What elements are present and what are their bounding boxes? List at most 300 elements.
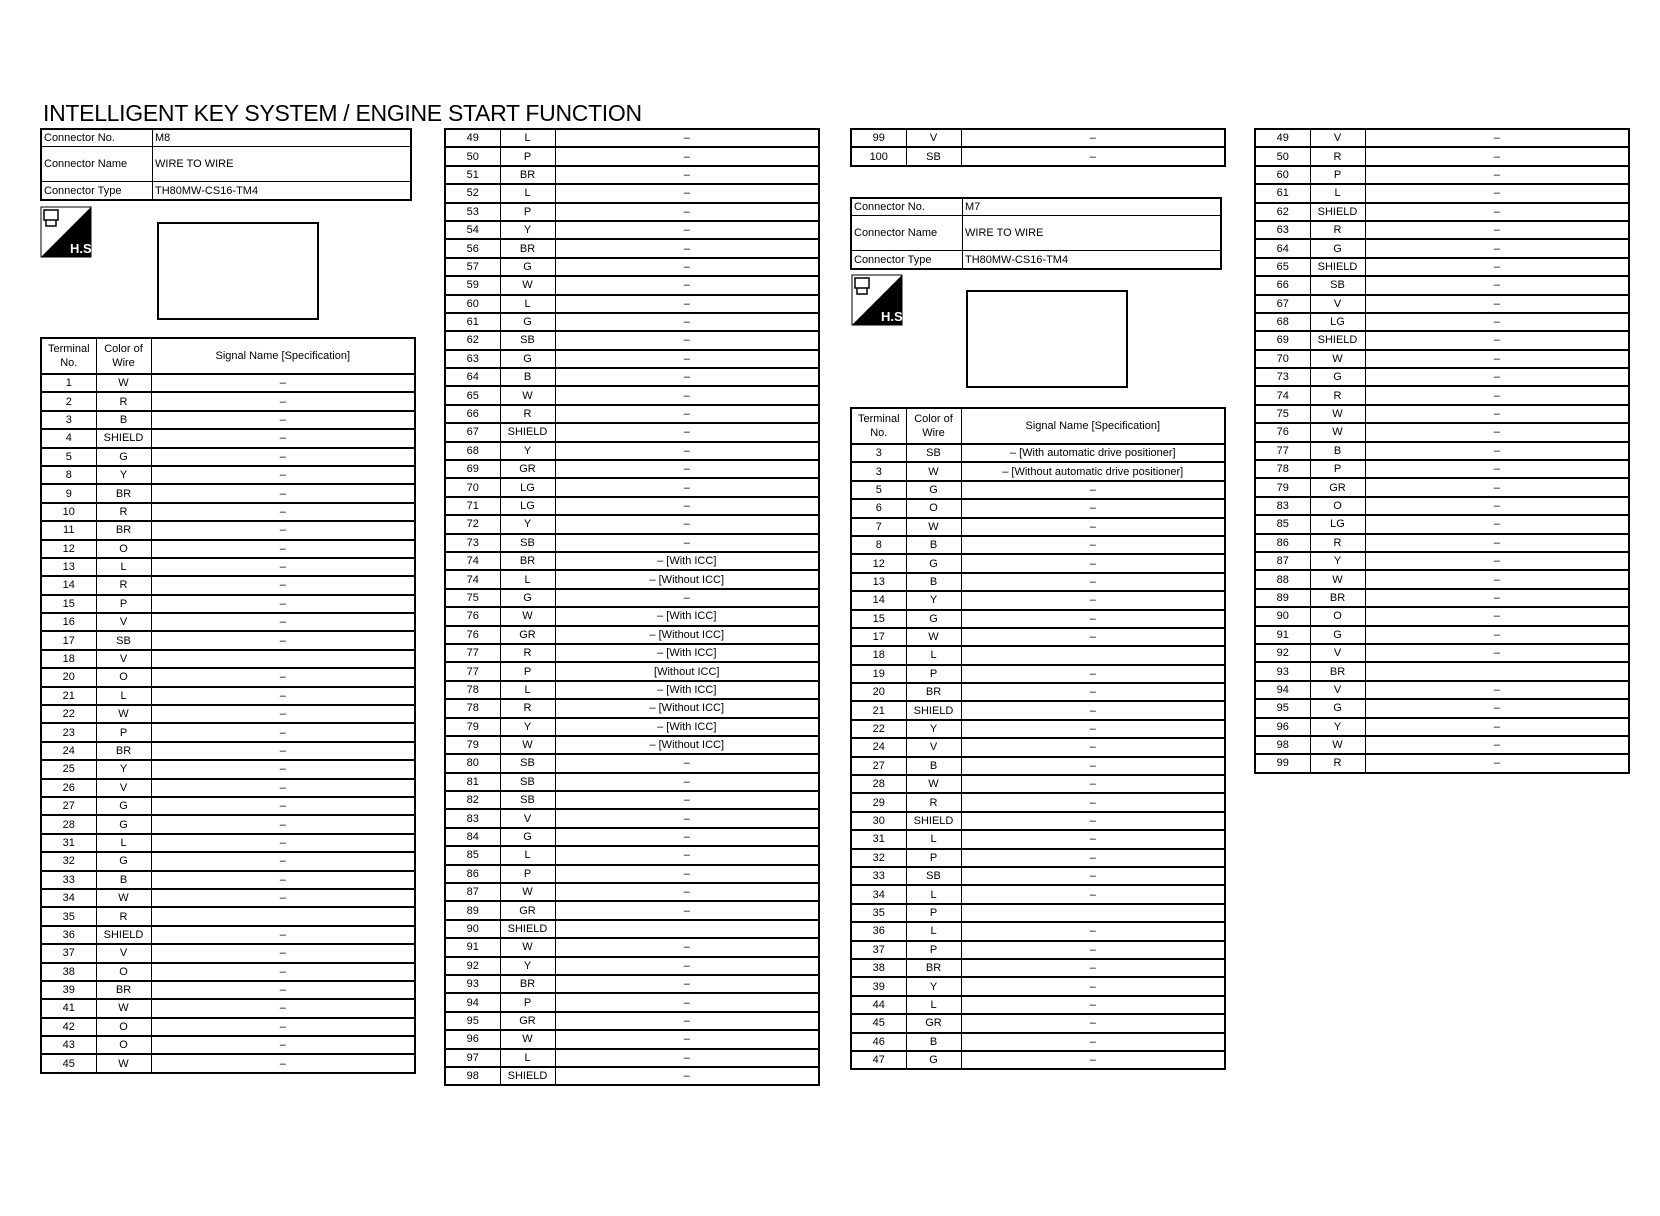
color-cell: G xyxy=(906,554,961,572)
color-cell: W xyxy=(906,462,961,480)
color-cell: O xyxy=(1310,607,1365,625)
signal-cell: – xyxy=(1365,681,1629,699)
table-row xyxy=(1255,258,1629,276)
terminal-cell: 89 xyxy=(1255,589,1310,607)
color-cell: G xyxy=(500,589,555,607)
color-cell: LG xyxy=(500,478,555,496)
table-row xyxy=(851,683,1225,701)
terminal-cell: 64 xyxy=(1255,239,1310,257)
table-row xyxy=(445,184,819,202)
table-row xyxy=(445,1067,819,1085)
table-row xyxy=(41,687,415,705)
table-row xyxy=(1255,515,1629,533)
color-cell: R xyxy=(96,392,151,410)
signal-cell: – xyxy=(961,720,1225,738)
color-cell: W xyxy=(96,889,151,907)
terminal-cell: 74 xyxy=(445,552,500,570)
color-cell: V xyxy=(906,738,961,756)
terminal-cell: 41 xyxy=(41,999,96,1017)
terminal-cell: 18 xyxy=(41,650,96,668)
table-row xyxy=(445,846,819,864)
signal-cell xyxy=(555,920,819,938)
header-terminal: Terminal No. xyxy=(851,408,906,444)
table-row xyxy=(41,999,415,1017)
signal-cell: – xyxy=(555,386,819,404)
signal-cell: – xyxy=(555,258,819,276)
color-cell: L xyxy=(500,570,555,588)
table-row xyxy=(851,904,1225,922)
signal-cell: – xyxy=(1365,718,1629,736)
terminal-cell: 34 xyxy=(851,885,906,903)
terminal-cell: 5 xyxy=(851,481,906,499)
terminal-cell: 22 xyxy=(41,705,96,723)
terminal-cell: 73 xyxy=(445,534,500,552)
terminal-cell: 15 xyxy=(851,610,906,628)
color-cell: P xyxy=(906,849,961,867)
signal-cell: – xyxy=(555,442,819,460)
signal-cell: – xyxy=(151,926,415,944)
color-cell: V xyxy=(96,944,151,962)
table-row xyxy=(445,828,819,846)
table-row xyxy=(445,773,819,791)
terminal-cell: 79 xyxy=(445,718,500,736)
color-cell: R xyxy=(1310,754,1365,772)
terminal-cell: 23 xyxy=(41,723,96,741)
signal-cell: – xyxy=(555,166,819,184)
connector-name-label: Connector Name xyxy=(851,216,963,251)
connector-type-value: TH80MW-CS16-TM4 xyxy=(963,251,1222,269)
header-terminal: Terminal No. xyxy=(41,338,96,374)
color-cell: P xyxy=(906,904,961,922)
table-row xyxy=(1255,754,1629,772)
signal-cell: – xyxy=(961,941,1225,959)
signal-cell: – [Without automatic drive positioner] xyxy=(961,462,1225,480)
signal-cell: – xyxy=(555,865,819,883)
terminal-cell: 24 xyxy=(851,738,906,756)
table-row xyxy=(851,922,1225,940)
terminal-cell: 30 xyxy=(851,812,906,830)
table-row xyxy=(1255,497,1629,515)
terminal-cell: 62 xyxy=(445,331,500,349)
terminal-cell: 60 xyxy=(1255,166,1310,184)
terminal-cell: 50 xyxy=(1255,147,1310,165)
color-cell: SB xyxy=(500,534,555,552)
table-row xyxy=(445,644,819,662)
color-cell: O xyxy=(96,1036,151,1054)
color-cell: SHIELD xyxy=(906,812,961,830)
terminal-table-m8-a xyxy=(40,337,416,1074)
table-row xyxy=(851,701,1225,719)
table-row xyxy=(445,313,819,331)
table-row xyxy=(1255,295,1629,313)
signal-cell: [Without ICC] xyxy=(555,662,819,680)
table-row xyxy=(41,521,415,539)
terminal-cell: 64 xyxy=(445,368,500,386)
signal-cell: – xyxy=(961,977,1225,995)
table-row xyxy=(445,460,819,478)
color-cell: P xyxy=(96,595,151,613)
signal-cell: – xyxy=(1365,331,1629,349)
signal-cell: – xyxy=(1365,239,1629,257)
terminal-cell: 79 xyxy=(445,736,500,754)
terminal-cell: 66 xyxy=(445,405,500,423)
signal-cell: – xyxy=(151,540,415,558)
page-title: INTELLIGENT KEY SYSTEM / ENGINE START FUNCTION xyxy=(43,100,642,126)
color-cell: W xyxy=(906,518,961,536)
color-cell: O xyxy=(96,540,151,558)
signal-cell: – [With ICC] xyxy=(555,681,819,699)
table-row xyxy=(445,975,819,993)
color-cell: GR xyxy=(500,626,555,644)
terminal-cell: 21 xyxy=(851,701,906,719)
terminal-cell: 5 xyxy=(41,448,96,466)
table-row xyxy=(851,1014,1225,1032)
signal-cell: – xyxy=(961,147,1225,165)
terminal-cell: 32 xyxy=(851,849,906,867)
signal-cell: – xyxy=(555,350,819,368)
color-cell: W xyxy=(1310,423,1365,441)
color-cell: GR xyxy=(500,1012,555,1030)
color-cell: R xyxy=(500,405,555,423)
terminal-cell: 77 xyxy=(445,662,500,680)
terminal-cell: 56 xyxy=(445,239,500,257)
table-row xyxy=(1255,423,1629,441)
terminal-cell: 37 xyxy=(41,944,96,962)
color-cell: G xyxy=(96,852,151,870)
signal-cell: – xyxy=(961,830,1225,848)
terminal-cell: 67 xyxy=(445,423,500,441)
color-cell: BR xyxy=(906,959,961,977)
terminal-cell: 61 xyxy=(445,313,500,331)
color-cell: G xyxy=(1310,239,1365,257)
table-row xyxy=(41,797,415,815)
color-cell: SB xyxy=(96,631,151,649)
color-cell: V xyxy=(1310,129,1365,147)
terminal-cell: 7 xyxy=(851,518,906,536)
color-cell: L xyxy=(96,687,151,705)
table-row xyxy=(41,889,415,907)
terminal-cell: 18 xyxy=(851,646,906,664)
terminal-cell: 99 xyxy=(1255,754,1310,772)
color-cell: L xyxy=(906,922,961,940)
signal-cell: – [Without ICC] xyxy=(555,626,819,644)
signal-cell: – xyxy=(555,754,819,772)
color-cell: L xyxy=(500,846,555,864)
table-row xyxy=(41,834,415,852)
table-row xyxy=(1255,718,1629,736)
terminal-cell: 21 xyxy=(41,687,96,705)
terminal-cell: 12 xyxy=(851,554,906,572)
signal-cell: – xyxy=(151,631,415,649)
color-cell: V xyxy=(96,613,151,631)
table-row xyxy=(41,668,415,686)
signal-cell: – xyxy=(1365,644,1629,662)
table-row xyxy=(41,595,415,613)
terminal-cell: 76 xyxy=(1255,423,1310,441)
signal-cell xyxy=(961,646,1225,664)
terminal-cell: 100 xyxy=(851,147,906,165)
terminal-cell: 20 xyxy=(41,668,96,686)
terminal-cell: 94 xyxy=(445,993,500,1011)
signal-cell: – xyxy=(555,423,819,441)
terminal-cell: 78 xyxy=(445,699,500,717)
connector-info-m8 xyxy=(40,128,412,201)
table-row xyxy=(41,907,415,925)
signal-cell: – xyxy=(961,701,1225,719)
color-cell: SHIELD xyxy=(500,423,555,441)
terminal-cell: 16 xyxy=(41,613,96,631)
signal-cell: – xyxy=(961,591,1225,609)
terminal-cell: 85 xyxy=(1255,515,1310,533)
terminal-cell: 19 xyxy=(851,665,906,683)
terminal-cell: 87 xyxy=(1255,552,1310,570)
terminal-cell: 47 xyxy=(851,1051,906,1069)
color-cell: G xyxy=(500,350,555,368)
terminal-cell: 53 xyxy=(445,203,500,221)
terminal-cell: 82 xyxy=(445,791,500,809)
terminal-cell: 76 xyxy=(445,626,500,644)
table-row xyxy=(1255,626,1629,644)
terminal-cell: 93 xyxy=(445,975,500,993)
signal-cell: – xyxy=(555,203,819,221)
color-cell: B xyxy=(906,757,961,775)
table-row xyxy=(445,239,819,257)
signal-cell: – xyxy=(1365,552,1629,570)
signal-cell: – xyxy=(555,1030,819,1048)
terminal-cell: 27 xyxy=(851,757,906,775)
terminal-cell: 87 xyxy=(445,883,500,901)
signal-cell: – xyxy=(961,518,1225,536)
table-row xyxy=(41,411,415,429)
color-cell: R xyxy=(906,793,961,811)
table-row xyxy=(1255,570,1629,588)
color-cell: L xyxy=(1310,184,1365,202)
terminal-cell: 67 xyxy=(1255,295,1310,313)
terminal-cell: 2 xyxy=(41,392,96,410)
signal-cell: – xyxy=(961,959,1225,977)
table-row xyxy=(445,405,819,423)
table-header xyxy=(41,338,415,374)
color-cell: P xyxy=(500,147,555,165)
signal-cell: – xyxy=(961,129,1225,147)
signal-cell: – xyxy=(1365,607,1629,625)
signal-cell: – xyxy=(151,576,415,594)
table-row xyxy=(41,1018,415,1036)
color-cell: GR xyxy=(906,1014,961,1032)
color-cell: SHIELD xyxy=(1310,203,1365,221)
color-cell: BR xyxy=(500,239,555,257)
terminal-cell: 17 xyxy=(851,628,906,646)
color-cell: SHIELD xyxy=(500,1067,555,1085)
color-cell: O xyxy=(1310,497,1365,515)
terminal-cell: 34 xyxy=(41,889,96,907)
terminal-cell: 28 xyxy=(41,815,96,833)
signal-cell: – xyxy=(555,478,819,496)
connector-type-label: Connector Type xyxy=(851,251,963,269)
table-row xyxy=(41,484,415,502)
signal-cell: – xyxy=(555,405,819,423)
color-cell: R xyxy=(1310,147,1365,165)
terminal-cell: 99 xyxy=(851,129,906,147)
signal-cell: – xyxy=(555,589,819,607)
color-cell: SHIELD xyxy=(1310,258,1365,276)
table-row xyxy=(41,926,415,944)
table-row xyxy=(1255,166,1629,184)
header-color: Color of Wire xyxy=(906,408,961,444)
terminal-cell: 93 xyxy=(1255,662,1310,680)
signal-cell: – xyxy=(1365,589,1629,607)
color-cell: SHIELD xyxy=(906,701,961,719)
signal-cell: – xyxy=(151,484,415,502)
color-cell: W xyxy=(96,374,151,392)
terminal-cell: 20 xyxy=(851,683,906,701)
table-row xyxy=(851,610,1225,628)
table-row xyxy=(445,1012,819,1030)
terminal-cell: 31 xyxy=(41,834,96,852)
signal-cell: – xyxy=(151,1054,415,1072)
terminal-cell: 98 xyxy=(1255,736,1310,754)
terminal-cell: 68 xyxy=(1255,313,1310,331)
terminal-cell: 1 xyxy=(41,374,96,392)
color-cell: G xyxy=(500,828,555,846)
signal-cell: – xyxy=(1365,350,1629,368)
terminal-cell: 15 xyxy=(41,595,96,613)
signal-cell: – xyxy=(555,460,819,478)
color-cell: R xyxy=(1310,221,1365,239)
terminal-cell: 51 xyxy=(445,166,500,184)
table-row xyxy=(445,957,819,975)
terminal-cell: 33 xyxy=(851,867,906,885)
terminal-cell: 85 xyxy=(445,846,500,864)
color-cell: G xyxy=(96,448,151,466)
terminal-cell: 63 xyxy=(445,350,500,368)
table-row xyxy=(445,993,819,1011)
signal-cell: – xyxy=(151,687,415,705)
signal-cell: – xyxy=(1365,386,1629,404)
signal-cell: – [With ICC] xyxy=(555,607,819,625)
terminal-cell: 28 xyxy=(851,775,906,793)
table-row xyxy=(41,558,415,576)
color-cell: P xyxy=(1310,460,1365,478)
color-cell: Y xyxy=(906,977,961,995)
table-row xyxy=(445,626,819,644)
table-row xyxy=(851,959,1225,977)
color-cell: P xyxy=(906,941,961,959)
terminal-cell: 26 xyxy=(41,779,96,797)
color-cell: Y xyxy=(906,720,961,738)
table-row xyxy=(41,374,415,392)
signal-cell: – xyxy=(151,999,415,1017)
table-row xyxy=(41,760,415,778)
signal-cell: – xyxy=(961,683,1225,701)
color-cell: G xyxy=(906,481,961,499)
color-cell: SB xyxy=(500,791,555,809)
color-cell: L xyxy=(500,681,555,699)
signal-cell: – xyxy=(555,147,819,165)
signal-cell: – xyxy=(555,313,819,331)
terminal-cell: 65 xyxy=(1255,258,1310,276)
signal-cell: – xyxy=(555,938,819,956)
table-row xyxy=(851,977,1225,995)
signal-cell: – xyxy=(1365,478,1629,496)
color-cell: W xyxy=(1310,736,1365,754)
terminal-cell: 60 xyxy=(445,295,500,313)
color-cell: Y xyxy=(96,466,151,484)
table-row xyxy=(851,941,1225,959)
color-cell: Y xyxy=(500,718,555,736)
table-row xyxy=(1255,736,1629,754)
table-row xyxy=(445,147,819,165)
terminal-cell: 14 xyxy=(851,591,906,609)
terminal-cell: 32 xyxy=(41,852,96,870)
terminal-cell: 36 xyxy=(851,922,906,940)
terminal-cell: 83 xyxy=(1255,497,1310,515)
table-row xyxy=(445,423,819,441)
signal-cell: – xyxy=(555,534,819,552)
signal-cell: – xyxy=(151,742,415,760)
table-row xyxy=(1255,681,1629,699)
terminal-cell: 36 xyxy=(41,926,96,944)
table-row xyxy=(445,1030,819,1048)
terminal-cell: 10 xyxy=(41,503,96,521)
color-cell: P xyxy=(500,993,555,1011)
table-row xyxy=(851,646,1225,664)
terminal-cell: 43 xyxy=(41,1036,96,1054)
terminal-cell: 98 xyxy=(445,1067,500,1085)
color-cell: Y xyxy=(500,442,555,460)
signal-cell: – xyxy=(961,628,1225,646)
color-cell: V xyxy=(906,129,961,147)
color-cell: R xyxy=(1310,534,1365,552)
harness-side-icon xyxy=(851,274,907,326)
signal-cell: – xyxy=(961,536,1225,554)
terminal-cell: 37 xyxy=(851,941,906,959)
color-cell: LG xyxy=(1310,515,1365,533)
color-cell: BR xyxy=(96,484,151,502)
signal-cell: – xyxy=(1365,405,1629,423)
signal-cell: – xyxy=(555,184,819,202)
terminal-cell: 8 xyxy=(41,466,96,484)
signal-cell xyxy=(1365,662,1629,680)
table-row xyxy=(41,705,415,723)
signal-cell: – xyxy=(1365,313,1629,331)
table-row xyxy=(41,540,415,558)
terminal-cell: 17 xyxy=(41,631,96,649)
color-cell: G xyxy=(500,258,555,276)
signal-cell: – [With ICC] xyxy=(555,644,819,662)
table-row xyxy=(851,738,1225,756)
terminal-cell: 38 xyxy=(41,963,96,981)
table-row xyxy=(1255,276,1629,294)
terminal-cell: 86 xyxy=(445,865,500,883)
signal-cell: – xyxy=(961,793,1225,811)
terminal-cell: 91 xyxy=(1255,626,1310,644)
color-cell: BR xyxy=(500,975,555,993)
signal-cell: – xyxy=(1365,515,1629,533)
table-row xyxy=(41,576,415,594)
table-row xyxy=(1255,478,1629,496)
color-cell: G xyxy=(96,797,151,815)
color-cell: O xyxy=(906,499,961,517)
signal-cell: – xyxy=(1365,221,1629,239)
signal-cell: – xyxy=(151,521,415,539)
signal-cell: – xyxy=(961,885,1225,903)
terminal-cell: 44 xyxy=(851,996,906,1014)
table-row xyxy=(445,442,819,460)
table-row xyxy=(445,350,819,368)
connector-type-value: TH80MW-CS16-TM4 xyxy=(153,182,412,200)
color-cell: L xyxy=(906,830,961,848)
